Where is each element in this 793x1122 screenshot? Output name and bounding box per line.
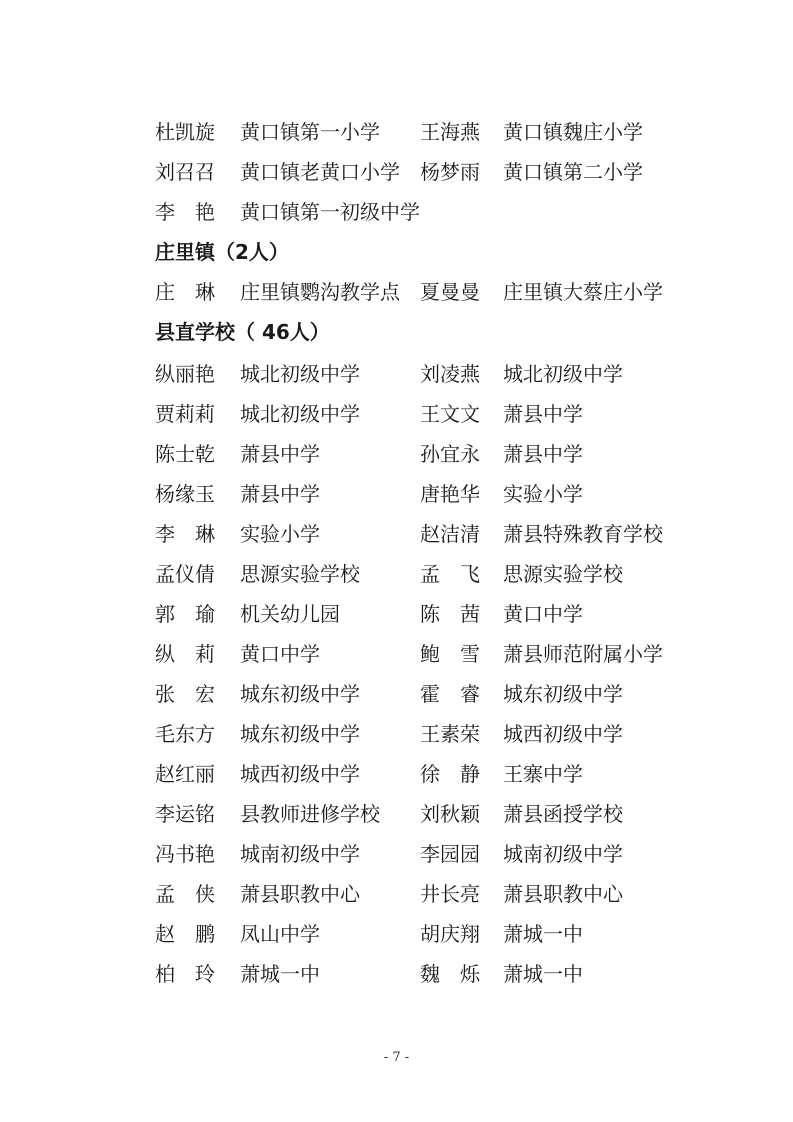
roster-row [0, 192, 793, 232]
school-name: 王寨中学 [503, 762, 583, 786]
person-name: 毛东方 [155, 722, 215, 746]
roster-row [0, 794, 793, 834]
person-name: 王海燕 [420, 120, 480, 144]
school-name: 城南初级中学 [503, 842, 623, 866]
person-name: 李 艳 [155, 200, 215, 224]
person-name: 杨缘玉 [155, 482, 215, 506]
school-name: 凤山中学 [240, 922, 320, 946]
school-name: 机关幼儿园 [240, 602, 340, 626]
school-name: 萧县职教中心 [240, 882, 360, 906]
person-name: 夏曼曼 [420, 280, 480, 304]
person-name: 赵洁清 [420, 522, 480, 546]
person-name: 陈 茜 [420, 602, 480, 626]
school-name: 萧县特殊教育学校 [503, 522, 663, 546]
roster-row [0, 394, 793, 434]
school-name: 萧城一中 [503, 922, 583, 946]
school-name: 城东初级中学 [503, 682, 623, 706]
person-name: 赵红丽 [155, 762, 215, 786]
school-name: 萧县中学 [240, 442, 320, 466]
school-name: 黄口镇第二小学 [503, 160, 643, 184]
roster-row [0, 474, 793, 514]
school-name: 思源实验学校 [240, 562, 360, 586]
school-name: 城西初级中学 [240, 762, 360, 786]
person-name: 徐 静 [420, 762, 480, 786]
person-name: 王文文 [420, 402, 480, 426]
school-name: 黄口镇第一小学 [240, 120, 380, 144]
person-name: 柏 玲 [155, 962, 215, 986]
roster-row [0, 554, 793, 594]
roster-row [0, 714, 793, 754]
person-name: 张 宏 [155, 682, 215, 706]
section-heading [0, 312, 793, 352]
person-name: 郭 瑜 [155, 602, 215, 626]
person-name: 孟 飞 [420, 562, 480, 586]
roster-row [0, 834, 793, 874]
school-name: 思源实验学校 [503, 562, 623, 586]
person-name: 纵 莉 [155, 642, 215, 666]
roster-row [0, 354, 793, 394]
school-name: 庄里镇大蔡庄小学 [503, 280, 663, 304]
roster-row [0, 674, 793, 714]
person-name: 李 琳 [155, 522, 215, 546]
roster-row [0, 434, 793, 474]
school-name: 萧城一中 [503, 962, 583, 986]
school-name: 萧县职教中心 [503, 882, 623, 906]
person-name: 孟仪倩 [155, 562, 215, 586]
roster-row [0, 272, 793, 312]
school-name: 萧县函授学校 [503, 802, 623, 826]
school-name: 城北初级中学 [240, 402, 360, 426]
roster-row [0, 874, 793, 914]
person-name: 李运铭 [155, 802, 215, 826]
school-name: 实验小学 [503, 482, 583, 506]
person-name: 唐艳华 [420, 482, 480, 506]
person-name: 魏 烁 [420, 962, 480, 986]
roster-row [0, 914, 793, 954]
person-name: 纵丽艳 [155, 362, 215, 386]
school-name: 萧县中学 [240, 482, 320, 506]
person-name: 王素荣 [420, 722, 480, 746]
roster-row [0, 514, 793, 554]
person-name: 杨梦雨 [420, 160, 480, 184]
person-name: 霍 睿 [420, 682, 480, 706]
school-name: 黄口中学 [503, 602, 583, 626]
person-name: 陈士乾 [155, 442, 215, 466]
school-name: 萧县中学 [503, 442, 583, 466]
roster-row [0, 594, 793, 634]
school-name: 萧城一中 [240, 962, 320, 986]
person-name: 庄 琳 [155, 280, 215, 304]
school-name: 城西初级中学 [503, 722, 623, 746]
person-name: 赵 鹏 [155, 922, 215, 946]
school-name: 萧县师范附属小学 [503, 642, 663, 666]
person-name: 李园园 [420, 842, 480, 866]
person-name: 冯书艳 [155, 842, 215, 866]
person-name: 孙宜永 [420, 442, 480, 466]
page-number: - 7 - [383, 1050, 410, 1065]
roster-row [0, 954, 793, 994]
school-name: 城东初级中学 [240, 722, 360, 746]
section-heading-text: 庄里镇（2人） [155, 240, 289, 264]
school-name: 县教师进修学校 [240, 802, 380, 826]
school-name: 黄口中学 [240, 642, 320, 666]
school-name: 萧县中学 [503, 402, 583, 426]
school-name: 实验小学 [240, 522, 320, 546]
person-name: 鲍 雪 [420, 642, 480, 666]
person-name: 孟 侠 [155, 882, 215, 906]
roster-row [0, 152, 793, 192]
school-name: 庄里镇鹦沟教学点 [240, 280, 400, 304]
person-name: 刘凌燕 [420, 362, 480, 386]
section-heading-text: 县直学校（ 46人） [155, 320, 330, 344]
school-name: 城北初级中学 [240, 362, 360, 386]
school-name: 黄口镇老黄口小学 [240, 160, 400, 184]
roster-row [0, 112, 793, 152]
school-name: 城东初级中学 [240, 682, 360, 706]
person-name: 刘召召 [155, 160, 215, 184]
person-name: 杜凯旋 [155, 120, 215, 144]
person-name: 贾莉莉 [155, 402, 215, 426]
school-name: 黄口镇第一初级中学 [240, 200, 420, 224]
roster-row [0, 754, 793, 794]
section-heading [0, 232, 793, 272]
school-name: 城北初级中学 [503, 362, 623, 386]
person-name: 井长亮 [420, 882, 480, 906]
roster-row [0, 634, 793, 674]
school-name: 黄口镇魏庄小学 [503, 120, 643, 144]
person-name: 刘秋颖 [420, 802, 480, 826]
person-name: 胡庆翔 [420, 922, 480, 946]
school-name: 城南初级中学 [240, 842, 360, 866]
